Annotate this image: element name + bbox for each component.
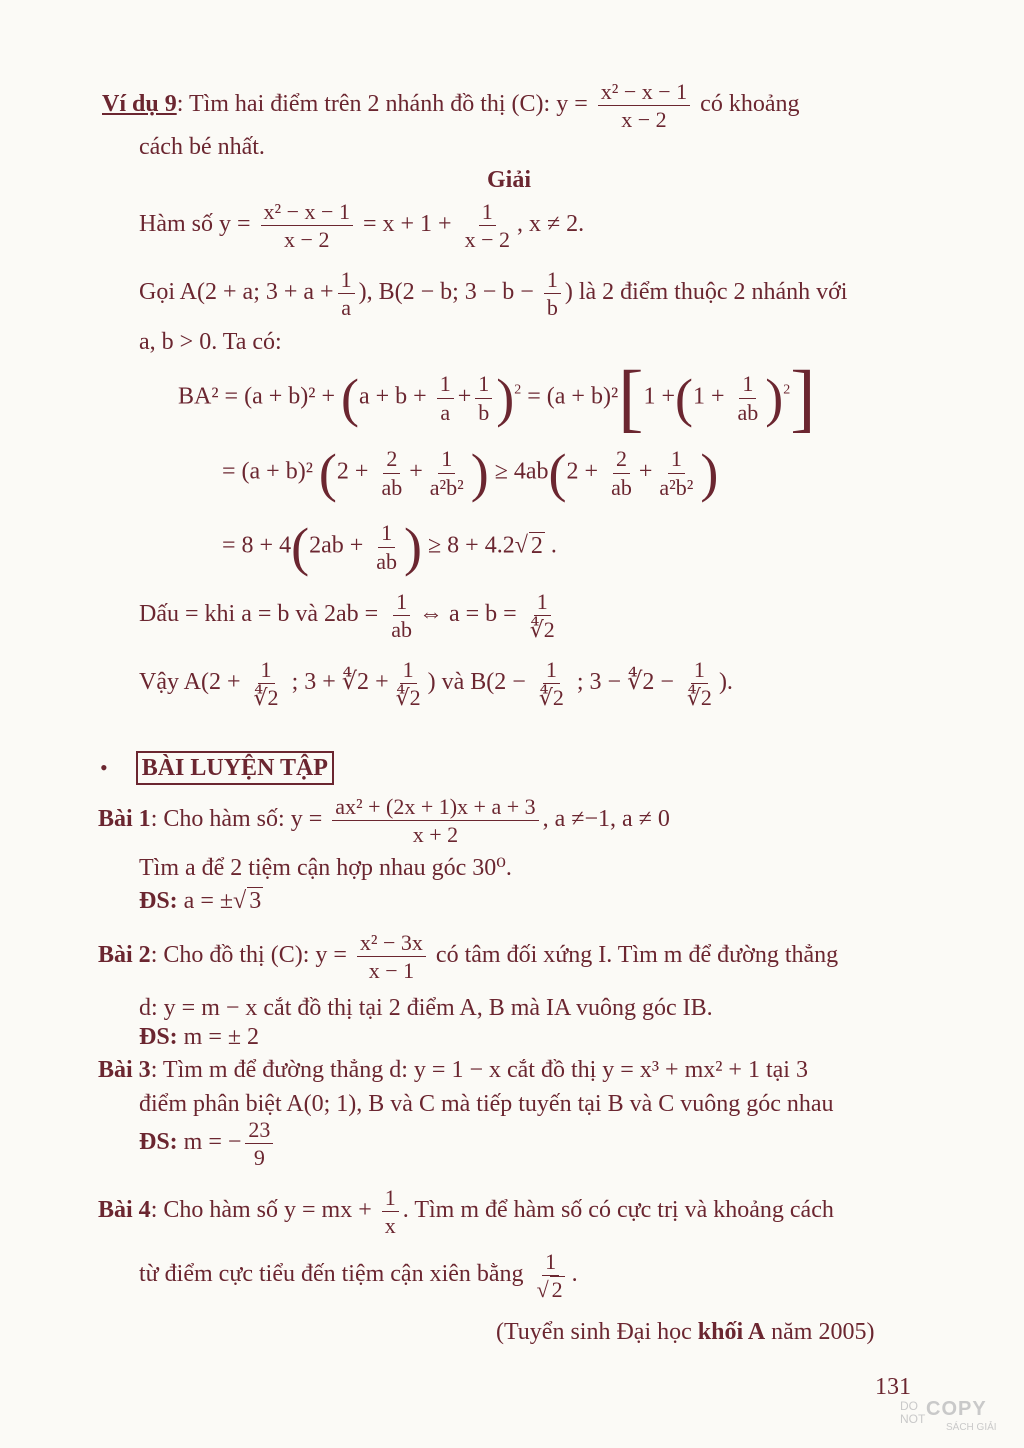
- fraction: $\frac{1}{b}$: [475, 372, 492, 423]
- exercise-label: Bài 1: [98, 806, 151, 833]
- fraction: $\frac{1}{a}$: [338, 268, 355, 319]
- ba2-row3: = 8 + 4(2ab + $\frac{1}{ab}$ ) ≥ 8 + 4.2√ 2 .: [222, 517, 557, 577]
- ba2-row1: BA² = (a + b)² + (a + b + $\frac{1}{a}$ + $\frac{1}{b}$ )$^2$ = (a + b)²[1 +(1 + $\frac{1}{ab}$ )$^2$]: [178, 356, 816, 440]
- watermark-logo: DO NOT COPY SÁCH GIẢI: [900, 1398, 997, 1433]
- fraction: $\frac{1}{∜2}$: [538, 657, 564, 711]
- fraction: $\frac{2}{ab}$: [381, 446, 403, 500]
- example-text-after: có khoảng: [700, 91, 800, 118]
- exercise-label: Bài 4: [98, 1197, 151, 1224]
- equality-line: Dấu = khi a = b và 2ab = $\frac{1}{ab}$ ⇔ a = b = $\frac{1}{∜2}$: [139, 590, 562, 641]
- fraction: $\frac{1}{\text{a²b²}}$: [659, 446, 694, 500]
- exercise-label: Bài 3: [98, 1057, 151, 1083]
- fraction: $\frac{1}{x}$: [382, 1186, 399, 1237]
- exercise-4-line2: từ điểm cực tiểu đến tiệm cận xiên bằng $\frac{1}{√ 2}$ .: [139, 1249, 578, 1303]
- fraction: $\frac{1}{√ 2}$: [536, 1249, 563, 1303]
- source-citation: (Tuyển sinh Đại học khối A năm 2005): [496, 1319, 875, 1345]
- exercise-1-line2: Tìm a để 2 tiệm cận hợp nhau góc 30⁰.: [139, 855, 512, 881]
- fraction: $\frac{1}{b}$: [544, 268, 561, 319]
- example-label: Ví dụ 9: [102, 91, 177, 118]
- practice-heading: BÀI LUYỆN TẬP: [136, 751, 334, 785]
- fraction: $\frac{1}{x - 2}$: [464, 199, 510, 253]
- exercise-2-line2: d: y = m − x cắt đồ thị tại 2 điểm A, B mà IA vuông góc IB.: [139, 995, 713, 1021]
- exercise-4: Bài 4: Cho hàm số y = mx + $\frac{1}{x}$ . Tìm m để hàm số có cực trị và khoảng cách: [98, 1185, 834, 1239]
- example-text: : Tìm hai điểm trên 2 nhánh đồ thị (C): y =: [176, 91, 588, 118]
- ba2-row2: = (a + b)² (2 + $\frac{2}{ab}$ + $\frac{1}{\text{a²b²}}$ ) ≥ 4ab(2 + $\frac{2}{ab}$ + $\frac{1}{\text{a²b²}}$ ): [222, 443, 719, 503]
- exercise-1: Bài 1: Cho hàm số: y = $\frac{\text{ax² + (2x + 1)x + a + 3}}{x + 2}$ , a ≠−1, a ≠ 0: [98, 794, 670, 848]
- fraction: $\frac{\text{x² − x − 1}}{x - 2}$: [261, 200, 353, 251]
- ab-positive: a, b > 0. Ta có:: [139, 329, 282, 355]
- fraction: $\frac{1}{∜2}$: [253, 657, 279, 711]
- fraction: $\frac{1}{ab}$: [376, 520, 398, 574]
- fraction: $\frac{\text{x² − x − 1}}{x - 2}$: [598, 80, 690, 131]
- exercise-3-line2: điểm phân biệt A(0; 1), B và C mà tiếp tuyến tại B và C vuông góc nhau: [139, 1091, 834, 1117]
- exercise-1-answer: ĐS: a = ±√ 3: [139, 888, 262, 914]
- fraction: $\frac{1}{∜2}$: [529, 589, 555, 643]
- exercise-3-answer: ĐS: m = − $\frac{23}{9}$: [139, 1118, 277, 1169]
- fraction: $\frac{1}{ab}$: [737, 371, 759, 425]
- exercise-label: Bài 2: [98, 942, 151, 969]
- fraction: $\frac{\text{ax² + (2x + 1)x + a + 3}}{x + 2}$: [332, 795, 538, 846]
- fraction: $\frac{1}{a}$: [437, 372, 454, 423]
- example-9-cont: cách bé nhất.: [139, 134, 265, 160]
- fraction: $\frac{2}{ab}$: [611, 446, 632, 500]
- bullet: •: [100, 755, 108, 780]
- exercise-2: Bài 2: Cho đồ thị (C): y = $\frac{\text{x² − 3x}}{x - 1}$ có tâm đối xứng I. Tìm m để đường thẳng: [98, 930, 839, 984]
- goi-line: Gọi A(2 + a; 3 + a + $\frac{1}{a}$ ), B(2 − b; 3 − b − $\frac{1}{b}$ ) là 2 điểm thuộc 2 nhánh với: [139, 267, 848, 321]
- conclusion-line: Vậy A(2 + $\frac{1}{∜2}$ ; 3 + ∜2 + $\frac{1}{∜2}$ ) và B(2 − $\frac{1}{∜2}$ ; 3 − ∜2 − $\frac{1}{∜2}$ ).: [139, 657, 733, 711]
- fraction: $\frac{23}{9}$: [245, 1118, 273, 1169]
- hamso-line: Hàm số y = $\frac{\text{x² − x − 1}}{x - 2}$ = x + 1 + $\frac{1}{x - 2}$ , x ≠ 2.: [139, 199, 585, 253]
- fraction: $\frac{1}{\text{a²b²}}$: [429, 446, 464, 500]
- example-9-line: [102, 80, 799, 131]
- exercise-2-answer: ĐS: m = ± 2: [139, 1024, 260, 1050]
- page-number: 131: [875, 1374, 911, 1400]
- fraction: $\frac{\text{x² − 3x}}{x - 1}$: [357, 931, 426, 982]
- exercise-3: Bài 3: Tìm m để đường thẳng d: y = 1 − x cắt đồ thị y = x³ + mx² + 1 tại 3: [98, 1057, 808, 1083]
- fraction: $\frac{1}{∜2}$: [686, 657, 712, 711]
- fraction: $\frac{1}{∜2}$: [395, 657, 421, 711]
- solution-title: Giải: [487, 167, 532, 193]
- fraction: $\frac{1}{ab}$: [391, 589, 412, 643]
- practice-heading-line: [100, 756, 334, 780]
